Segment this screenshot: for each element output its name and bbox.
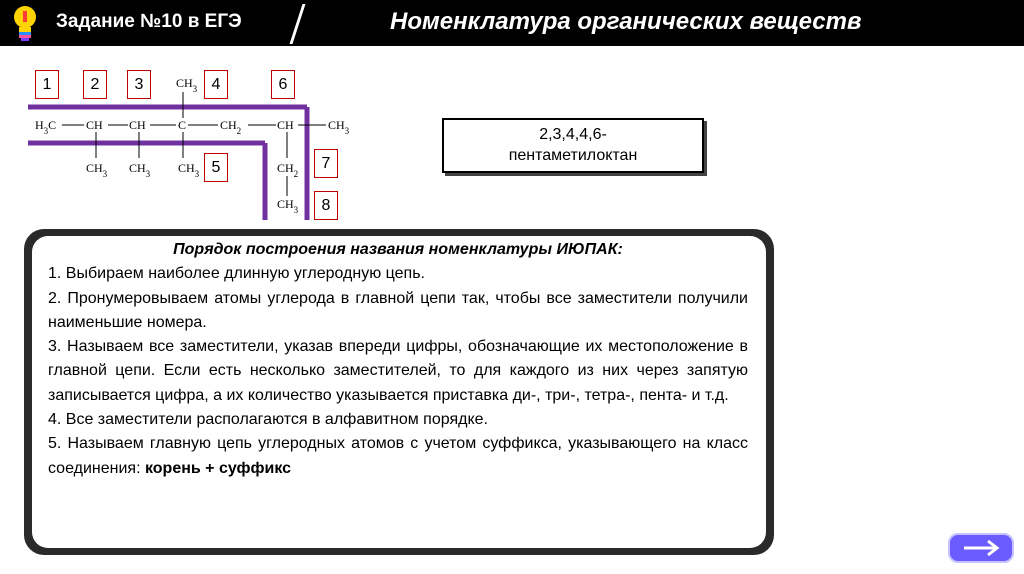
atom-sub-4: $CH_3$	[178, 161, 200, 179]
atom-c5: $CH_2$	[220, 118, 242, 136]
rule-5	[48, 432, 748, 481]
atom-c8-branch: $CH_3$	[277, 197, 299, 215]
task-title: Задание №10 в ЕГЭ	[56, 11, 242, 32]
slide-header	[0, 0, 1024, 46]
atom-c7-branch: $CH_2$	[277, 161, 299, 179]
atom-c4: C	[178, 118, 187, 132]
carbon-number-4: 4	[204, 70, 228, 99]
atom-sub-2: $CH_3$	[86, 161, 108, 179]
atom-sub-top: $CH_3$	[176, 76, 198, 94]
page-title: Номенклатура органических веществ	[390, 8, 862, 35]
rule-3: 3. Называем все заместители, указав впереди цифры, обозначающие их местоположение в главной цепи. Если есть несколько заместителей, то для каждого из них через запятую записывается цифра, а их количество указывается приставка ди-, три-, тетра-, пента- и т.д.	[48, 338, 748, 404]
carbon-number-6: 6	[271, 70, 295, 99]
rule-5-text: 5. Называем главную цепь углеродных атомов с учетом суффикса, указывающего на класс соединения:	[48, 435, 748, 477]
carbon-number-7: 7	[314, 149, 338, 178]
carbon-number-5: 5	[204, 153, 228, 182]
atom-c6: CH	[277, 118, 294, 132]
carbon-number-8: 8	[314, 191, 338, 220]
compound-name-box	[442, 118, 704, 173]
compound-name-line2: пентаметилоктан	[508, 147, 638, 164]
carbon-number-2: 2	[83, 70, 107, 99]
atom-sub-3: $CH_3$	[129, 161, 151, 179]
next-slide-button[interactable]	[948, 533, 1014, 563]
lightbulb-icon	[8, 2, 42, 44]
rule-1: 1. Выбираем наиболее длинную углеродную цепь.	[48, 265, 425, 283]
carbon-number-1: 1	[35, 70, 59, 99]
rule-4: 4. Все заместители располагаются в алфавитном порядке.	[48, 411, 488, 429]
atom-c3: CH	[129, 118, 146, 132]
chain-highlight	[28, 107, 307, 220]
header-divider	[290, 4, 306, 44]
compound-name-line1: 2,3,4,4,6-	[539, 126, 607, 143]
atom-c1: $H_3C$	[35, 118, 57, 136]
rule-5-formula: корень + суффикс	[144, 459, 292, 477]
atom-c7: $CH_3$	[328, 118, 350, 136]
rule-2: 2. Пронумеровываем атомы углерода в главной цепи так, чтобы все заместители получили наименьшие номера.	[48, 289, 748, 331]
rules-heading: Порядок построения названия номенклатуры ИЮПАК:	[173, 241, 623, 258]
carbon-number-3: 3	[127, 70, 151, 99]
atom-c2: CH	[86, 118, 103, 132]
arrow-right-icon	[950, 535, 1012, 561]
rules-panel	[32, 236, 766, 548]
